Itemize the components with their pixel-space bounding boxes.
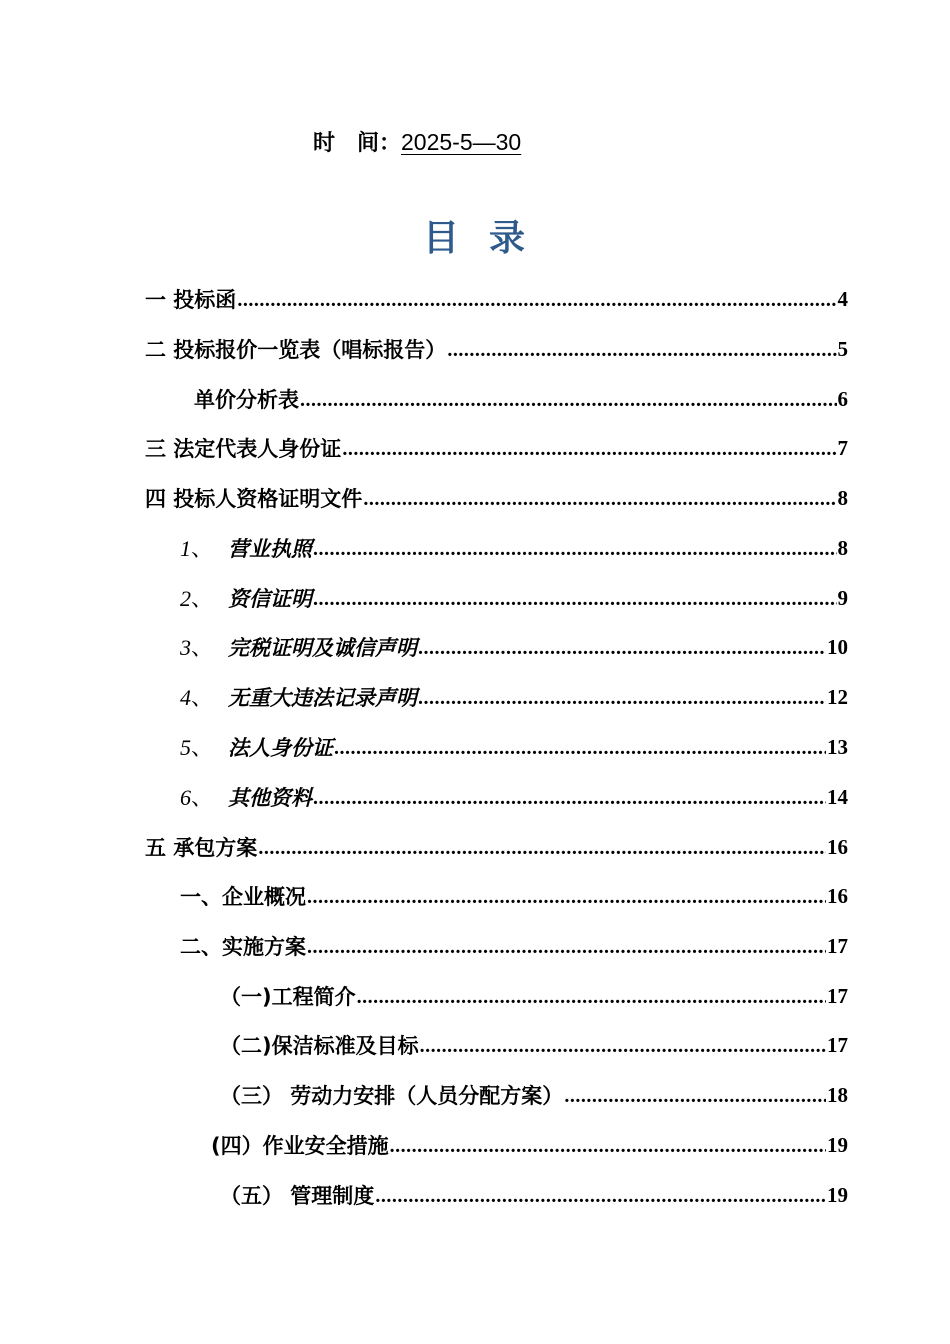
toc-leader-dots <box>307 887 826 911</box>
toc-entry-page: 14 <box>827 785 848 809</box>
toc-entry-number: 5、 <box>180 735 214 760</box>
toc-entry-price-list[interactable] <box>145 328 848 364</box>
toc-entry-text: 三 法定代表人身份证 <box>145 437 342 461</box>
toc-entry-text: 法人身份证 <box>228 736 333 760</box>
toc-entry-number: 2、 <box>180 586 214 611</box>
toc-leader-dots <box>313 539 837 563</box>
toc-entry-text: 一、企业概况 <box>180 885 306 909</box>
toc-entry-page: 19 <box>827 1133 848 1157</box>
toc-entry-page: 8 <box>837 486 848 510</box>
toc-entry-text: 四 投标人资格证明文件 <box>145 487 363 511</box>
toc-entry-text: 其他资料 <box>228 786 312 810</box>
toc-entry-unit-price-analysis[interactable] <box>194 378 848 414</box>
toc-leader-dots <box>258 838 826 862</box>
toc-entry-text: 单价分析表 <box>194 388 299 412</box>
toc-entry-text: 二 投标报价一览表（唱标报告） <box>145 338 447 362</box>
toc-entry-page: 7 <box>837 436 848 460</box>
toc-leader-dots <box>300 390 837 414</box>
toc-entry-implementation-plan[interactable] <box>180 925 848 961</box>
toc-entry-qualification-docs[interactable] <box>145 477 848 513</box>
toc-entry-text: 资信证明 <box>228 587 312 611</box>
toc-entry-labor-arrangement[interactable] <box>220 1074 848 1110</box>
toc-title-char-2: 录 <box>489 218 528 259</box>
toc-entry-company-overview[interactable] <box>180 875 848 911</box>
date-value: 2025-5—30 <box>401 129 522 155</box>
toc-entry-text: (四）作业安全措施 <box>211 1134 389 1158</box>
toc-entry-page: 10 <box>827 635 848 659</box>
toc-entry-legal-person-id[interactable] <box>180 726 848 762</box>
toc-leader-dots <box>357 987 826 1011</box>
toc-entry-safety-measures[interactable] <box>211 1124 848 1160</box>
date-line <box>313 126 521 157</box>
toc-entry-page: 16 <box>827 835 848 859</box>
toc-entry-page: 6 <box>837 387 848 411</box>
toc-entry-label <box>180 731 333 762</box>
toc-entry-number: 1、 <box>180 536 214 561</box>
toc-entry-page: 18 <box>827 1083 848 1107</box>
toc-entry-text: 五 承包方案 <box>145 836 258 860</box>
toc-entry-business-license[interactable] <box>180 527 848 563</box>
toc-entry-page: 17 <box>827 1033 848 1057</box>
toc-entry-page: 12 <box>827 685 848 709</box>
toc-entry-label <box>180 582 312 613</box>
toc-entry-label <box>180 631 417 662</box>
toc-entry-page: 5 <box>837 337 848 361</box>
toc-leader-dots <box>313 788 826 812</box>
toc-leader-dots <box>418 688 826 712</box>
toc-entry-text: （二)保洁标准及目标 <box>220 1034 419 1058</box>
toc-leader-dots <box>237 290 836 314</box>
toc-leader-dots <box>447 340 836 364</box>
date-label: 时 间： <box>313 131 402 156</box>
toc-entry-text: （一)工程简介 <box>220 985 356 1009</box>
toc-entry-page: 17 <box>827 934 848 958</box>
toc-entry-label <box>180 781 312 812</box>
toc-entry-page: 8 <box>837 536 848 560</box>
toc-entry-number: 4、 <box>180 685 214 710</box>
toc-entry-text: （五） 管理制度 <box>220 1184 375 1208</box>
toc-leader-dots <box>564 1086 826 1110</box>
toc-leader-dots <box>363 489 836 513</box>
toc-entry-page: 4 <box>837 287 848 311</box>
toc-entry-legal-rep-id[interactable] <box>145 427 848 463</box>
toc-leader-dots <box>313 589 837 613</box>
toc-entry-label <box>180 532 312 563</box>
toc-entry-cleaning-standards[interactable] <box>220 1024 848 1060</box>
toc-entry-page: 13 <box>827 735 848 759</box>
toc-leader-dots <box>334 738 826 762</box>
toc-entry-text: 完税证明及诚信声明 <box>228 636 417 660</box>
toc-entry-label <box>180 681 417 712</box>
toc-entry-credit-certificate[interactable] <box>180 577 848 613</box>
toc-entry-page: 17 <box>827 984 848 1008</box>
toc-leader-dots <box>390 1136 826 1160</box>
toc-entry-number: 6、 <box>180 785 214 810</box>
toc-entry-bid-letter[interactable] <box>145 278 848 314</box>
toc-entry-page: 9 <box>837 586 848 610</box>
toc-entry-text: 二、实施方案 <box>180 935 306 959</box>
toc-title-char-1: 目 <box>422 218 461 259</box>
toc-leader-dots <box>307 937 826 961</box>
toc-entry-project-intro[interactable] <box>220 975 848 1011</box>
toc-leader-dots <box>342 439 836 463</box>
toc-title <box>0 210 950 261</box>
toc-leader-dots <box>375 1186 826 1210</box>
toc-entry-management-system[interactable] <box>220 1174 848 1210</box>
toc-entry-text: 营业执照 <box>228 537 312 561</box>
toc-leader-dots <box>418 638 826 662</box>
toc-entry-other-materials[interactable] <box>180 776 848 812</box>
toc-entry-number: 3、 <box>180 635 214 660</box>
toc-entry-text: 无重大违法记录声明 <box>228 686 417 710</box>
toc-entry-text: 一 投标函 <box>145 288 237 312</box>
toc-entry-tax-certificate[interactable] <box>180 626 848 662</box>
toc-entry-no-violation-statement[interactable] <box>180 676 848 712</box>
toc-leader-dots <box>420 1036 826 1060</box>
toc-entry-text: （三） 劳动力安排（人员分配方案） <box>220 1084 564 1108</box>
toc-entry-contract-plan[interactable] <box>145 826 848 862</box>
toc-entry-page: 16 <box>827 884 848 908</box>
toc-entry-page: 19 <box>827 1183 848 1207</box>
